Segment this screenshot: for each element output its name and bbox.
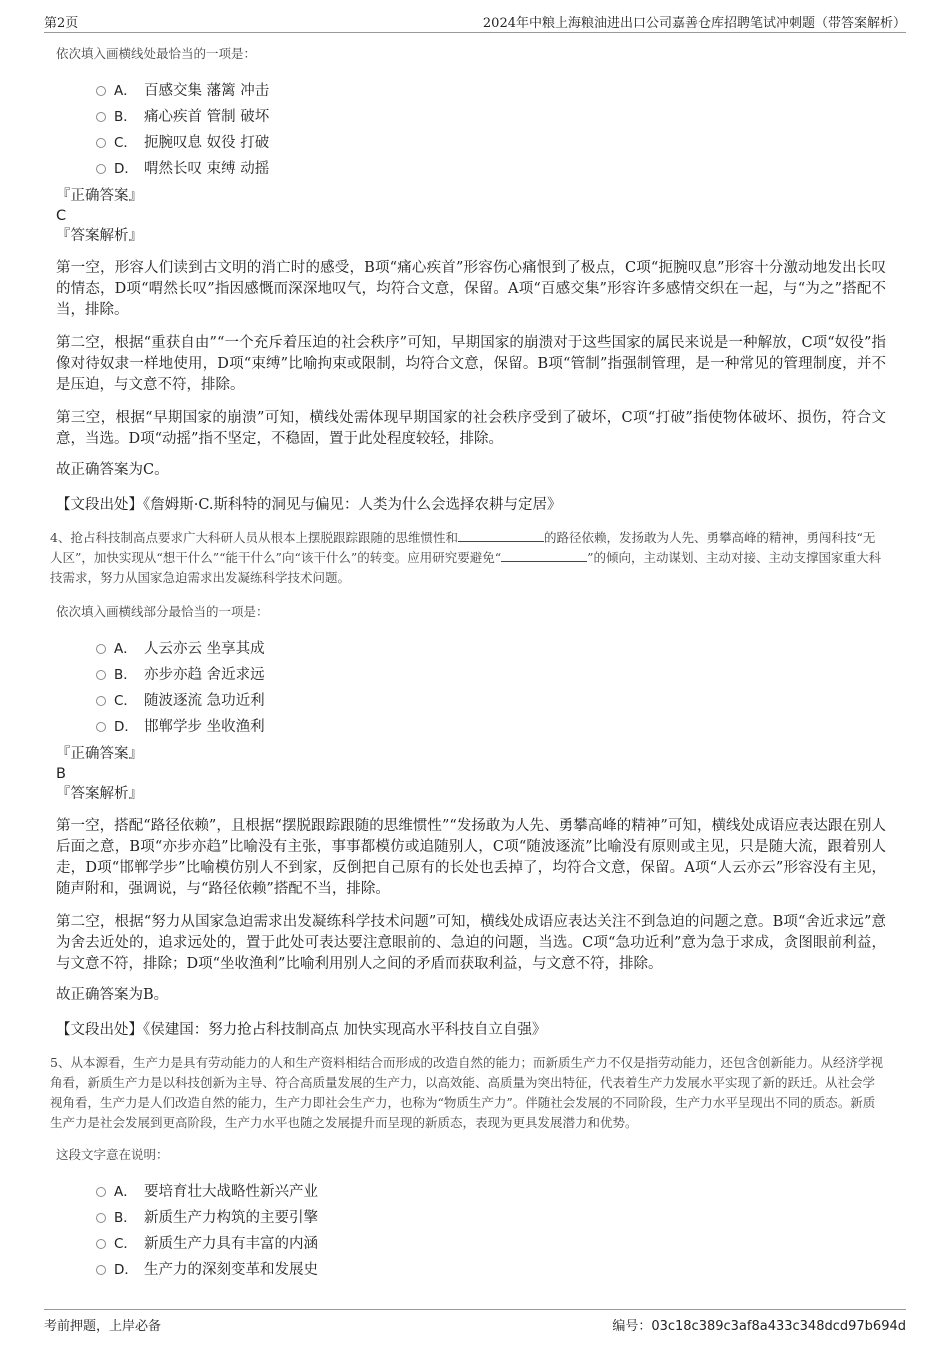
analysis-label: 『答案解析』 [56, 228, 143, 244]
radio-icon[interactable] [96, 138, 106, 148]
option-a[interactable]: A． 人云亦云 坐享其成 [96, 636, 886, 662]
analysis-paragraph: 第一空，搭配“路径依赖”，且根据“摆脱跟踪跟随的思维惯性”“发扬敢为人先、勇攀高峰的精神”可知，横线处成语应表达跟在别人后面之意，B项“亦步亦趋”比喻没有主张，事事都模仿或追随别人，C项“随波逐流”比喻没有原则或主见，只是随大流，跟着别人走，D项“邯郸学步”比喻模仿别人不到家，反倒把自己原有的长处也丢掉了，均符合文意，保留。A项“人云亦云”形容没有主见，随声附和，强调说，与“路径依赖”搭配不当，排除。 [56, 818, 886, 897]
correct-answer-label: 『正确答案』 [56, 746, 143, 762]
option-list [56, 1179, 886, 1283]
option-list [56, 78, 886, 182]
option-d[interactable]: D． 喟然长叹 束缚 动摇 [96, 156, 886, 182]
source-citation: 【文段出处】《侯建国：努力抢占科技制高点 加快实现高水平科技自立自强》 [56, 1022, 547, 1038]
final-answer: 故正确答案为B。 [56, 987, 169, 1003]
question-stem: 4、抢占科技制高点要求广大科研人员从根本上摆脱跟踪跟随的思维惯性和 的路径依赖，发扬敢为人先、勇攀高峰的精神，勇闯科技“无人区”，加快实现从“想干什么”“能干什么”向“该干什么”的转变。应用研究要避免“ ”的倾向，主动谋划、主动对接、主动支撑国家重大科技需求，努力从国家急迫需求出发凝练科学技术问题。 [50, 530, 882, 585]
analysis-paragraph: 第二空，根据“重获自由”“一个充斥着压迫的社会秩序”可知，早期国家的崩溃对于这些国家的属民来说是一种解放，C项“奴役”指像对待奴隶一样地使用，D项“束缚”比喻拘束或限制，均符合文意，保留。B项“管制”指强制管理，是一种常见的管理制度，并不是压迫，与文意不符，排除。 [56, 335, 886, 393]
analysis-paragraph: 第一空，形容人们读到古文明的消亡时的感受，B项“痛心疾首”形容伤心痛恨到了极点，C项“扼腕叹息”形容十分激动地发出长叹的情态，D项“喟然长叹”指因感慨而深深地叹气，均符合文意，保留。A项“百感交集”形容许多感情交织在一起，与“为之”搭配不当，排除。 [56, 260, 886, 318]
question-prompt: 这段文字意在说明： [56, 1147, 169, 1162]
radio-icon[interactable] [96, 86, 106, 96]
option-c[interactable]: C． 新质生产力具有丰富的内涵 [96, 1231, 886, 1257]
option-d[interactable]: D． 生产力的深刻变革和发展史 [96, 1257, 886, 1283]
page-header [44, 10, 906, 33]
option-list [56, 636, 886, 740]
radio-icon[interactable] [96, 1213, 106, 1223]
radio-icon[interactable] [96, 644, 106, 654]
page-content [50, 44, 886, 1287]
option-c[interactable]: C． 随波逐流 急功近利 [96, 688, 886, 714]
radio-icon[interactable] [96, 1239, 106, 1249]
page-footer [44, 1309, 906, 1338]
question-stem: 5、从本源看，生产力是具有劳动能力的人和生产资料相结合而形成的改造自然的能力；而新质生产力不仅是指劳动能力，还包含创新能力。从经济学视角看，新质生产力是以科技创新为主导、符合高质量发展的生产力，以高效能、高质量为突出特征，代表着生产力发展水平实现了新的跃迁。从社会学视角看，生产力是人们改造自然的能力，生产力即社会生产力，也称为“物质生产力”。伴随社会发展的不同阶段，生产力水平呈现出不同的质态。新质生产力是社会发展到更高阶段，生产力水平也随之发展提升而呈现的新质态，表现为更具发展潜力和优势。 [50, 1055, 883, 1130]
question-3 [56, 44, 886, 516]
option-c[interactable]: C． 扼腕叹息 奴役 打破 [96, 130, 886, 156]
document-title: 2024年中粮上海粮油进出口公司嘉善仓库招聘笔试冲刺题（带答案解析） [482, 16, 906, 31]
question-4 [50, 528, 886, 1041]
source-citation: 【文段出处】《詹姆斯·C.斯科特的洞见与偏见：人类为什么会选择农耕与定居》 [56, 497, 562, 513]
radio-icon[interactable] [96, 670, 106, 680]
correct-answer: C [56, 208, 67, 224]
option-a[interactable]: A． 百感交集 藩篱 冲击 [96, 78, 886, 104]
option-a[interactable]: A． 要培育壮大战略性新兴产业 [96, 1179, 886, 1205]
correct-answer: B [56, 766, 66, 782]
final-answer: 故正确答案为C。 [56, 462, 169, 478]
blank-line [501, 549, 587, 562]
radio-icon[interactable] [96, 112, 106, 122]
blank-line [458, 529, 544, 542]
question-prompt: 依次填入画横线部分最恰当的一项是： [56, 604, 269, 619]
analysis-label: 『答案解析』 [56, 786, 143, 802]
footer-slogan: 考前押题，上岸必备 [44, 1319, 162, 1334]
radio-icon[interactable] [96, 722, 106, 732]
page-number: 第2页 [44, 16, 79, 31]
option-b[interactable]: B． 痛心疾首 管制 破坏 [96, 104, 886, 130]
question-5 [50, 1053, 886, 1283]
radio-icon[interactable] [96, 164, 106, 174]
radio-icon[interactable] [96, 696, 106, 706]
option-d[interactable]: D． 邯郸学步 坐收渔利 [96, 714, 886, 740]
analysis-paragraph: 第二空，根据“努力从国家急迫需求出发凝练科学技术问题”可知，横线处成语应表达关注不到急迫的问题之意。B项“舍近求远”意为舍去近处的，追求远处的，置于此处可表达要注意眼前的、急迫的问题，当选。C项“急功近利”意为急于求成，贪图眼前利益，与文意不符，排除；D项“坐收渔利”比喻利用别人之间的矛盾而获取利益，与文意不符，排除。 [56, 914, 886, 972]
radio-icon[interactable] [96, 1187, 106, 1197]
option-b[interactable]: B． 亦步亦趋 舍近求远 [96, 662, 886, 688]
question-prompt: 依次填入画横线处最恰当的一项是： [56, 46, 257, 61]
option-b[interactable]: B． 新质生产力构筑的主要引擎 [96, 1205, 886, 1231]
document-code: 编号：03c18c389c3af8a433c348dcd97b694d [612, 1319, 906, 1334]
correct-answer-label: 『正确答案』 [56, 188, 143, 204]
analysis-paragraph: 第三空，根据“早期国家的崩溃”可知，横线处需体现早期国家的社会秩序受到了破坏，C项“打破”指使物体破坏、损伤，符合文意，当选。D项“动摇”指不坚定，不稳固，置于此处程度较轻，排除。 [56, 410, 886, 447]
radio-icon[interactable] [96, 1265, 106, 1275]
